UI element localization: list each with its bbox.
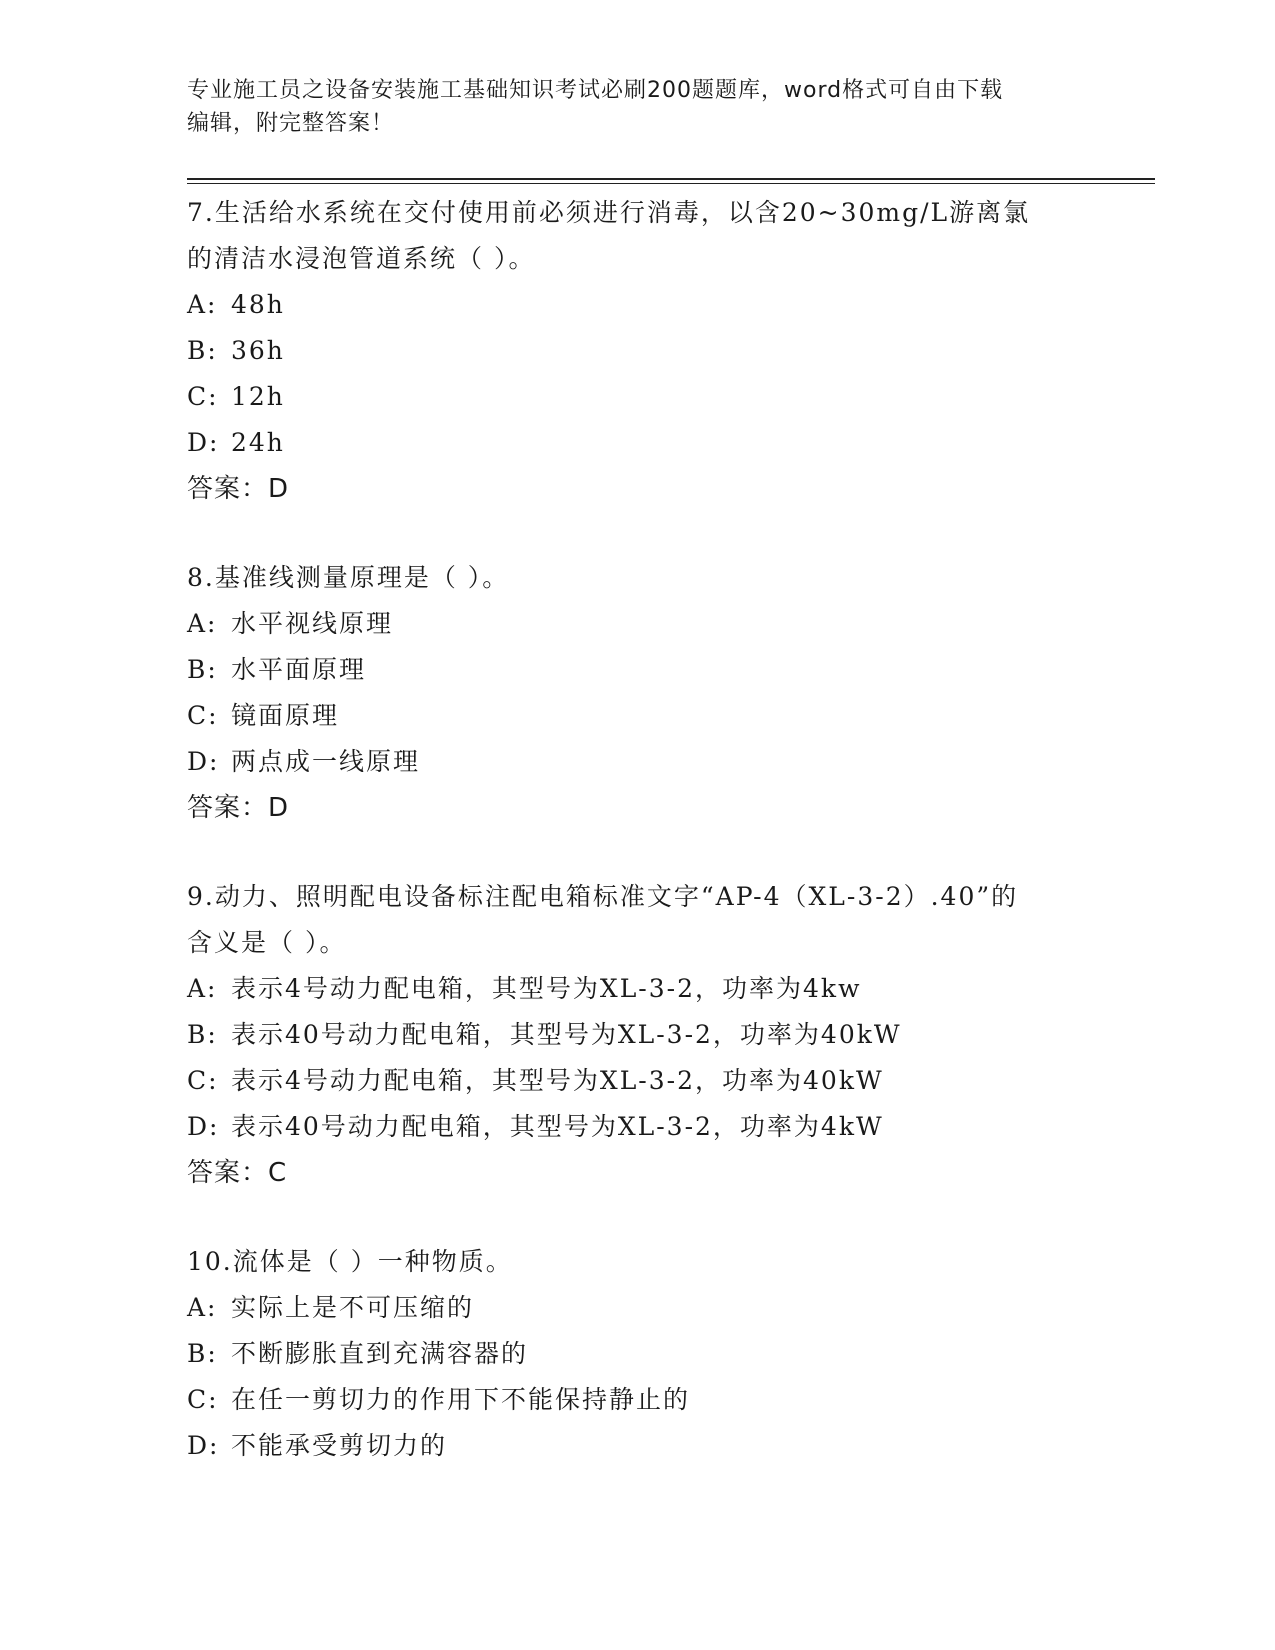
question-text-continued: 含义是（ ）。 [187, 928, 347, 957]
header-line-1: 专业施工员之设备安装施工基础知识考试必刷200题题库，word格式可自由下载 [187, 78, 1004, 103]
option-letter: B: [187, 655, 218, 684]
option-letter: A: [187, 290, 218, 319]
option-d [187, 1423, 1087, 1469]
option-b [187, 1012, 1087, 1058]
answer-label: 答案：D [187, 793, 290, 823]
option-text: 水平面原理 [231, 655, 367, 684]
option-letter: C: [187, 1385, 219, 1414]
option-text: 镜面原理 [231, 701, 340, 730]
option-text: 不能承受剪切力的 [231, 1431, 448, 1460]
option-a [187, 966, 1087, 1012]
option-d [187, 1104, 1087, 1150]
option-letter: D: [187, 1431, 220, 1460]
question-text: 10.流体是（ ）一种物质。 [187, 1247, 513, 1276]
option-letter: C: [187, 382, 219, 411]
option-c [187, 693, 1087, 739]
question-list [187, 190, 1087, 1469]
option-b [187, 647, 1087, 693]
option-letter: A: [187, 974, 218, 1003]
option-c [187, 374, 1087, 420]
option-letter: C: [187, 1066, 219, 1095]
option-letter: D: [187, 1112, 220, 1141]
option-text: 两点成一线原理 [231, 747, 421, 776]
header-divider-thin [187, 183, 1155, 184]
option-a [187, 1285, 1087, 1331]
question-text: 9.动力、照明配电设备标注配电箱标准文字“AP-4（XL-3-2）.40”的 [187, 882, 1019, 911]
option-text: 24h [231, 428, 285, 457]
option-text: 表示4号动力配电箱，其型号为XL-3-2，功率为4kw [231, 974, 862, 1003]
question-9 [187, 874, 1087, 1196]
option-letter: D: [187, 428, 220, 457]
option-text: 48h [231, 290, 285, 319]
question-8 [187, 555, 1087, 831]
option-text: 表示4号动力配电箱，其型号为XL-3-2，功率为40kW [231, 1066, 884, 1095]
option-text: 12h [231, 382, 285, 411]
option-d [187, 739, 1087, 785]
option-b [187, 328, 1087, 374]
question-text-continued: 的清洁水浸泡管道系统（ ）。 [187, 244, 536, 273]
option-d [187, 420, 1087, 466]
option-letter: A: [187, 1293, 218, 1322]
option-letter: C: [187, 701, 219, 730]
option-text: 水平视线原理 [231, 609, 394, 638]
answer-label: 答案：D [187, 474, 290, 504]
option-b [187, 1331, 1087, 1377]
option-text: 36h [231, 336, 285, 365]
option-a [187, 601, 1087, 647]
option-text: 表示40号动力配电箱，其型号为XL-3-2，功率为40kW [231, 1020, 902, 1049]
header-line-2: 编辑，附完整答案！ [187, 111, 395, 136]
option-text: 表示40号动力配电箱，其型号为XL-3-2，功率为4kW [231, 1112, 884, 1141]
option-letter: B: [187, 1339, 218, 1368]
question-10 [187, 1239, 1087, 1469]
option-letter: B: [187, 1020, 218, 1049]
question-7 [187, 190, 1087, 512]
option-text: 在任一剪切力的作用下不能保持静止的 [231, 1385, 691, 1414]
option-c [187, 1058, 1087, 1104]
option-text: 实际上是不可压缩的 [231, 1293, 475, 1322]
header-divider-thick [187, 178, 1155, 180]
option-text: 不断膨胀直到充满容器的 [231, 1339, 529, 1368]
option-letter: D: [187, 747, 220, 776]
option-a [187, 282, 1087, 328]
answer-label: 答案：C [187, 1158, 288, 1188]
question-text: 7.生活给水系统在交付使用前必须进行消毒，以含20~30mg/L游离氯 [187, 198, 1031, 227]
option-letter: A: [187, 609, 218, 638]
document-header [187, 74, 1077, 140]
option-letter: B: [187, 336, 218, 365]
question-text: 8.基准线测量原理是（ ）。 [187, 563, 510, 592]
option-c [187, 1377, 1087, 1423]
